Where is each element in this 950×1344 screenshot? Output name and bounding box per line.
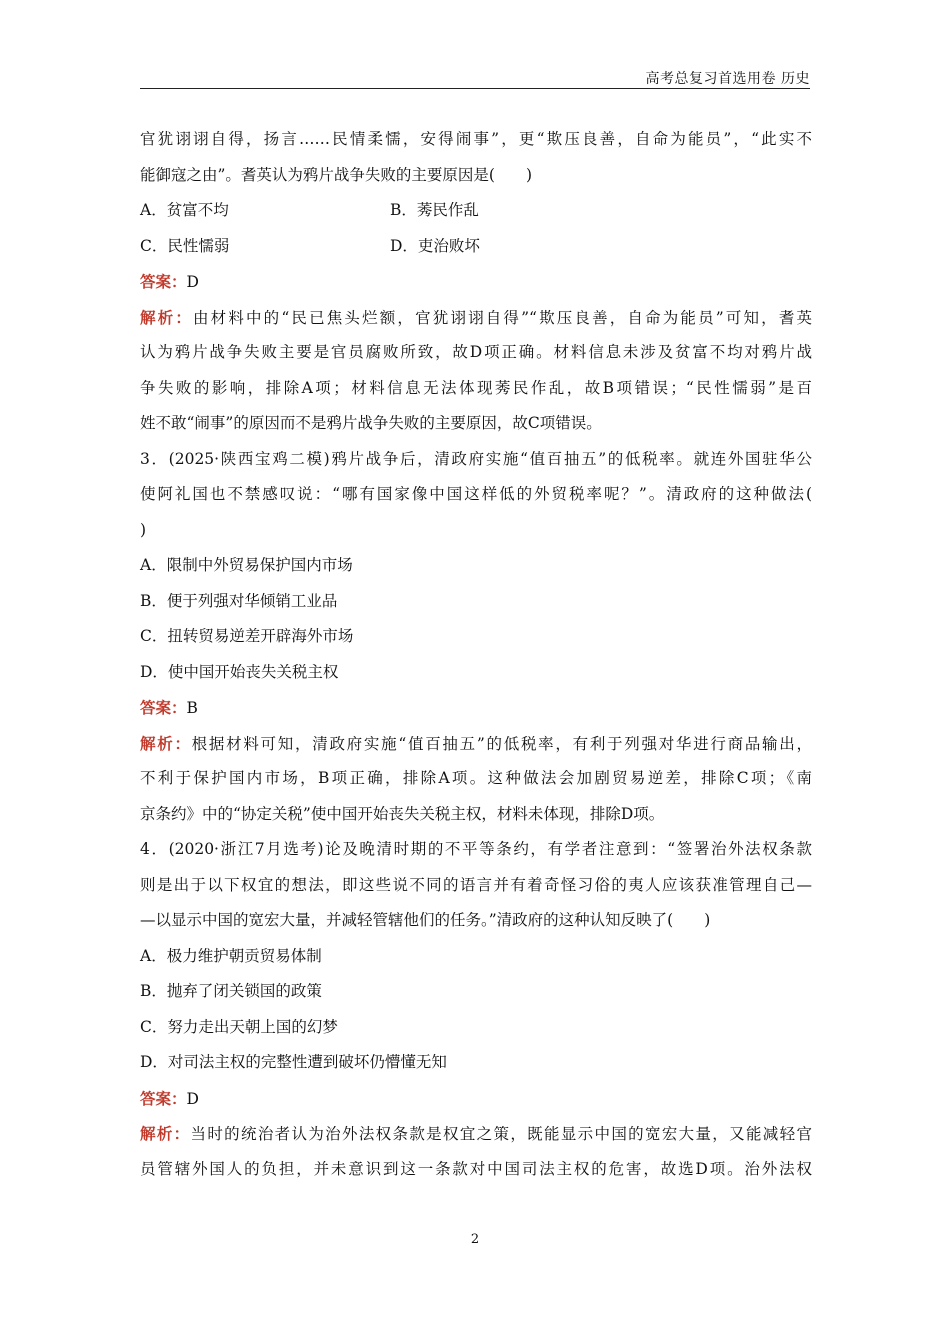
- q2-option-b: B．莠民作乱: [390, 201, 479, 219]
- q4-answer: [140, 1081, 812, 1117]
- answer-value: D: [186, 273, 199, 291]
- analysis-text: 根据材料可知，清政府实施“值百抽五”的低税率，有利于列强对华进行商品输出，: [191, 734, 812, 753]
- q4-option-c: C．努力走出天朝上国的幻梦: [140, 1017, 338, 1036]
- analysis-text: 当时的统治者认为治外法权条款是权宜之策，既能显示中国的宽宏大量，又能减轻官: [190, 1125, 812, 1143]
- q3-option-a: A．限制中外贸易保护国内市场: [140, 556, 353, 574]
- header-title: 高考总复习首选用卷 历史: [645, 71, 810, 87]
- q4-option-d: D．对司法主权的完整性遭到破坏仍懵懂无知: [140, 1053, 447, 1071]
- q3-stem-line: ): [140, 520, 147, 539]
- q3-option-d: D．使中国开始丧失关税主权: [140, 662, 339, 681]
- q3-option-b: B．便于列强对华倾销工业品: [140, 591, 338, 610]
- q2-answer: [140, 264, 812, 300]
- q2-option-a: A．贫富不均: [140, 201, 229, 219]
- page-number: 2: [470, 1232, 480, 1247]
- q2-analysis-line: 姓不敢“闹事”的原因而不是鸦片战争失败的主要原因，故C项错误。: [140, 414, 602, 432]
- q3-option-c: C．扭转贸易逆差开辟海外市场: [140, 627, 354, 645]
- q3-analysis-line: 不利于保护国内市场，B项正确，排除A项。这种做法会加剧贸易逆差，排除C项；《南: [140, 769, 812, 787]
- q2-stem-line: 能御寇之由”。耆英认为鸦片战争失败的主要原因是( ): [140, 165, 533, 184]
- answer-value: B: [186, 699, 198, 717]
- page-header: [140, 64, 810, 89]
- analysis-label: 解析：: [140, 1124, 191, 1143]
- q2-option-d: D．吏治败坏: [390, 236, 480, 255]
- q4-stem-line: —以显示中国的宽宏大量，并减轻管辖他们的任务。”清政府的这种认知反映了( ): [140, 911, 711, 929]
- q2-options-row: [140, 229, 812, 265]
- q2-analysis-line: [140, 300, 812, 336]
- q4-analysis-line: [140, 1116, 812, 1152]
- q4-analysis-line: 员管辖外国人的负担，并未意识到这一条款对中国司法主权的危害，故选D项。治外法权: [140, 1159, 812, 1178]
- q3-answer: [140, 690, 812, 726]
- analysis-text: 由材料中的“民已焦头烂额，官犹诩诩自得”“欺压良善，自命为能员”可知，耆英: [193, 308, 812, 327]
- q3-stem-line: 3．(2025·陕西宝鸡二模)鸦片战争后，清政府实施“值百抽五”的低税率。就连外国驻华公: [140, 449, 812, 468]
- q2-stem-line: 官犹诩诩自得，扬言……民情柔懦，安得闹事”，更“欺压良善，自命为能员”，“此实不: [140, 130, 812, 148]
- q4-stem-line: 4．(2020·浙江7月选考)论及晚清时期的不平等条约，有学者注意到：“签署治外法权条款: [140, 840, 812, 858]
- q4-option-b: B．抛弃了闭关锁国的政策: [140, 982, 322, 1000]
- answer-label: 答案：: [140, 272, 187, 291]
- answer-label: 答案：: [140, 1088, 187, 1108]
- q2-options-row: [140, 193, 812, 229]
- analysis-label: 解析：: [140, 733, 192, 753]
- page-content: [140, 122, 812, 1187]
- q2-analysis-line: 争失败的影响，排除A项；材料信息无法体现莠民作乱，故B项错误；“民性懦弱”是百: [140, 378, 812, 397]
- q4-stem-line: 则是出于以下权宜的想法，即这些说不同的语言并有着奇怪习俗的夷人应该获准管理自己—: [140, 875, 812, 894]
- answer-value: D: [186, 1089, 199, 1108]
- q3-analysis-line: 京条约》中的“协定关税”使中国开始丧失关税主权，材料未体现，排除D项。: [140, 804, 665, 823]
- q4-option-a: A．极力维护朝贡贸易体制: [140, 946, 322, 965]
- q2-analysis-line: 认为鸦片战争失败主要是官员腐败所致，故D项正确。材料信息未涉及贫富不均对鸦片战: [140, 343, 812, 361]
- analysis-label: 解析：: [140, 307, 193, 327]
- answer-label: 答案：: [140, 698, 187, 717]
- q3-stem-line: 使阿礼国也不禁感叹说：“哪有国家像中国这样低的外贸税率呢？”。清政府的这种做法(: [140, 485, 812, 503]
- q3-analysis-line: [140, 726, 812, 762]
- q2-option-c: C．民性懦弱: [140, 236, 230, 255]
